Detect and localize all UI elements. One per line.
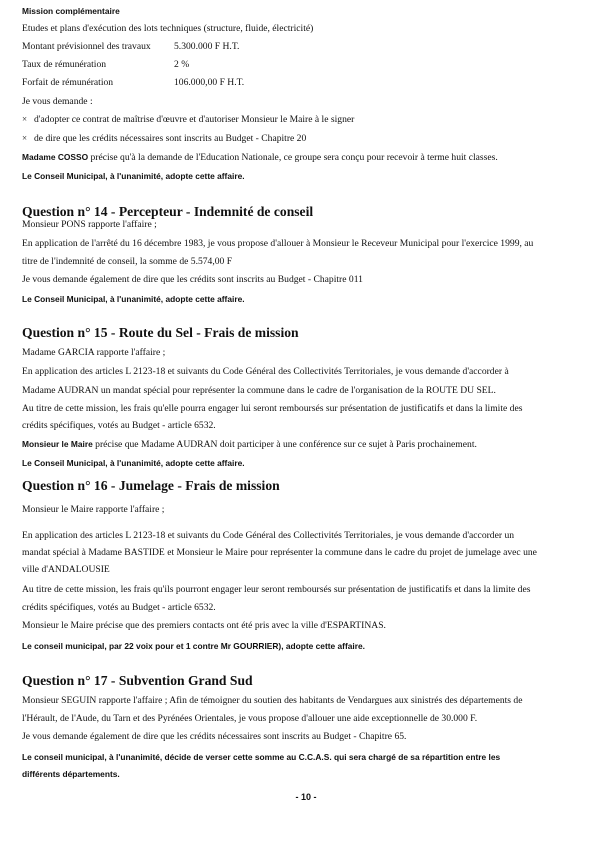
speaker-name: Monsieur le Maire [22, 439, 93, 449]
fee-row [22, 77, 588, 89]
paragraph: En application des articles L 2123-18 et suivants du Code Général des Collectivités Territoriales, je vous demande d'accorder à [22, 366, 509, 377]
fee-label: Montant prévisionnel des travaux [22, 41, 151, 52]
speaker-name: Madame COSSO [22, 152, 89, 162]
question-title: Question n° 17 - Subvention Grand Sud [22, 673, 253, 688]
paragraph: crédits spécifiques, votés au Budget - article 6532. [22, 420, 216, 431]
question-title: Question n° 16 - Jumelage - Frais de mission [22, 478, 280, 493]
paragraph-text: précise que Madame AUDRAN doit participer à une conférence sur ce sujet à Paris prochainement. [92, 439, 477, 450]
paragraph: Je vous demande également de dire que les crédits sont inscrits au Budget - Chapitre 011 [22, 274, 363, 285]
paragraph: Au titre de cette mission, les frais qu'ils pourront engager leur seront remboursés sur présentation de justificatifs et dans la limite des [22, 584, 531, 595]
decision-text: Le conseil municipal, par 22 voix pour et 1 contre Mr GOURRIER), adopte cette affaire. [22, 641, 365, 651]
fee-label: Forfait de rémunération [22, 77, 114, 88]
fee-row [22, 59, 588, 71]
decision-text: Le Conseil Municipal, à l'unanimité, adopte cette affaire. [22, 294, 245, 304]
paragraph: ville d'ANDALOUSIE [22, 564, 110, 575]
paragraph: Je vous demande : [22, 96, 93, 107]
bullet-item: d'adopter ce contrat de maîtrise d'œuvre et d'autoriser Monsieur le Maire à le signer [34, 114, 355, 125]
paragraph: Etudes et plans d'exécution des lots techniques (structure, fluide, électricité) [22, 23, 314, 34]
paragraph: titre de l'indemnité de conseil, la somme de 5.574,00 F [22, 256, 233, 267]
fee-value: 2 % [174, 59, 190, 70]
decision-text: différents départements. [22, 769, 120, 779]
paragraph: l'Hérault, de l'Aude, du Tarn et des Pyrénées Orientales, je vous propose d'allouer une aide exceptionnelle de 30.000 F. [22, 713, 478, 724]
fee-label: Taux de rémunération [22, 59, 107, 70]
question-title: Question n° 14 - Percepteur - Indemnité de conseil [22, 204, 314, 219]
paragraph: Monsieur PONS rapporte l'affaire ; [22, 219, 157, 230]
fee-value: 5.300.000 F H.T. [174, 41, 240, 52]
section-heading: Mission complémentaire [22, 6, 120, 16]
question-title: Question n° 15 - Route du Sel - Frais de mission [22, 325, 299, 340]
fee-row [22, 41, 588, 53]
paragraph: Au titre de cette mission, les frais qu'elle pourra engager lui seront remboursés sur présentation de justificatifs et dans la limite des [22, 403, 523, 414]
paragraph: En application des articles L 2123-18 et suivants du Code Général des Collectivités Territoriales, je vous demande d'accorder un [22, 530, 515, 541]
paragraph: Madame AUDRAN un mandat spécial pour représenter la commune dans le cadre de l'organisation de la ROUTE DU SEL. [22, 385, 496, 396]
paragraph: crédits spécifiques, votés au Budget - article 6532. [22, 602, 216, 613]
paragraph: Je vous demande également de dire que les crédits nécessaires sont inscrits au Budget - Chapitre 65. [22, 731, 407, 742]
decision-text: Le Conseil Municipal, à l'unanimité, adopte cette affaire. [22, 458, 245, 468]
page-number: - 10 - [295, 792, 317, 802]
paragraph [22, 438, 588, 451]
paragraph: Monsieur SEGUIN rapporte l'affaire ; Afin de témoigner du soutien des habitants de Vendargues aux sinistrés des départements de [22, 695, 523, 706]
paragraph: mandat spécial à Madame BASTIDE et Monsieur le Maire pour représenter la commune dans le cadre du projet de jumelage avec une [22, 547, 537, 558]
bullet-item: de dire que les crédits nécessaires sont inscrits au Budget - Chapitre 20 [34, 133, 307, 144]
paragraph: Monsieur le Maire rapporte l'affaire ; [22, 504, 165, 515]
paragraph [22, 151, 588, 164]
decision-text: Le Conseil Municipal, à l'unanimité, adopte cette affaire. [22, 171, 245, 181]
decision-text: Le conseil municipal, à l'unanimité, décide de verser cette somme au C.C.A.S. qui sera chargé de sa répartition entre les [22, 752, 501, 762]
bullet-x-icon: × [22, 114, 28, 124]
paragraph: Monsieur le Maire précise que des premiers contacts ont été pris avec la ville d'ESPARTINAS. [22, 620, 386, 631]
paragraph: Madame GARCIA rapporte l'affaire ; [22, 347, 166, 358]
paragraph: En application de l'arrêté du 16 décembre 1983, je vous propose d'allouer à Monsieur le Receveur Municipal pour l'exercice 1999, au [22, 238, 534, 249]
bullet-x-icon: × [22, 133, 28, 143]
fee-value: 106.000,00 F H.T. [174, 77, 245, 88]
paragraph-text: précise qu'à la demande de l'Education Nationale, ce groupe sera conçu pour recevoir à terme huit classes. [88, 152, 498, 163]
